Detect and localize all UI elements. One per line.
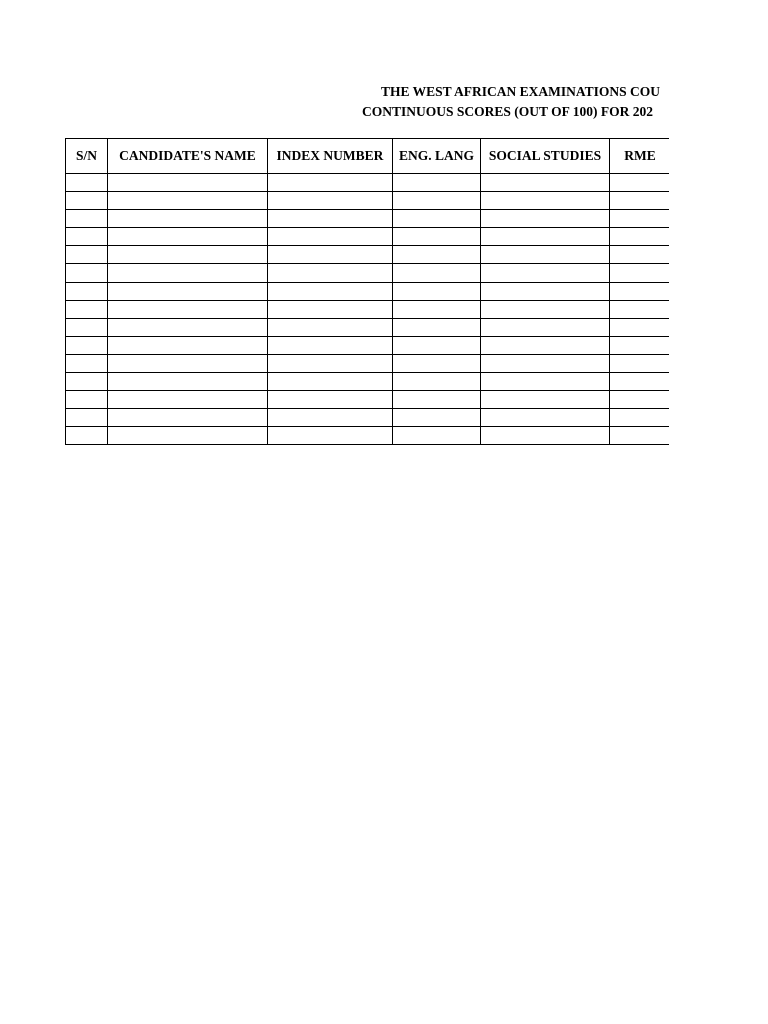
scores-table — [65, 138, 669, 445]
cell-index-number — [268, 354, 393, 372]
cell-sn — [66, 427, 108, 445]
cell-index-number — [268, 318, 393, 336]
cell-eng-lang — [393, 282, 481, 300]
cell-candidate-name — [108, 409, 268, 427]
table-row — [66, 409, 670, 427]
cell-index-number — [268, 373, 393, 391]
cell-index-number — [268, 174, 393, 192]
table-row — [66, 264, 670, 282]
cell-candidate-name — [108, 192, 268, 210]
table-row — [66, 228, 670, 246]
cell-rme — [610, 427, 670, 445]
cell-sn — [66, 336, 108, 354]
document-title: THE WEST AFRICAN EXAMINATIONS COU — [381, 84, 661, 99]
cell-social-studies — [481, 373, 610, 391]
cell-index-number — [268, 427, 393, 445]
cell-eng-lang — [393, 174, 481, 192]
cell-sn — [66, 373, 108, 391]
cell-index-number — [268, 282, 393, 300]
cell-rme — [610, 228, 670, 246]
table-row — [66, 174, 670, 192]
cell-rme — [610, 391, 670, 409]
cell-sn — [66, 282, 108, 300]
cell-candidate-name — [108, 373, 268, 391]
cell-eng-lang — [393, 318, 481, 336]
cell-social-studies — [481, 228, 610, 246]
cell-social-studies — [481, 282, 610, 300]
cell-rme — [610, 300, 670, 318]
cell-social-studies — [481, 174, 610, 192]
cell-sn — [66, 354, 108, 372]
cell-sn — [66, 228, 108, 246]
cell-index-number — [268, 192, 393, 210]
cell-rme — [610, 246, 670, 264]
cell-eng-lang — [393, 391, 481, 409]
column-header-index-number: INDEX NUMBER — [268, 139, 393, 174]
table-row — [66, 246, 670, 264]
cell-sn — [66, 246, 108, 264]
table-row — [66, 373, 670, 391]
cell-index-number — [268, 210, 393, 228]
cell-eng-lang — [393, 300, 481, 318]
cell-eng-lang — [393, 210, 481, 228]
cell-sn — [66, 391, 108, 409]
cell-rme — [610, 354, 670, 372]
cell-rme — [610, 282, 670, 300]
cell-candidate-name — [108, 264, 268, 282]
cell-index-number — [268, 246, 393, 264]
cell-eng-lang — [393, 264, 481, 282]
table-row — [66, 192, 670, 210]
table-header-row — [66, 139, 670, 174]
column-header-sn: S/N — [66, 139, 108, 174]
cell-sn — [66, 300, 108, 318]
cell-index-number — [268, 228, 393, 246]
cell-candidate-name — [108, 282, 268, 300]
table-row — [66, 300, 670, 318]
column-header-rme: RME — [610, 139, 670, 174]
cell-index-number — [268, 336, 393, 354]
cell-rme — [610, 373, 670, 391]
cell-social-studies — [481, 318, 610, 336]
table-row — [66, 318, 670, 336]
cell-candidate-name — [108, 300, 268, 318]
cell-rme — [610, 210, 670, 228]
cell-index-number — [268, 300, 393, 318]
cell-index-number — [268, 409, 393, 427]
cell-rme — [610, 336, 670, 354]
cell-candidate-name — [108, 174, 268, 192]
cell-social-studies — [481, 210, 610, 228]
cell-candidate-name — [108, 391, 268, 409]
cell-candidate-name — [108, 318, 268, 336]
table-row — [66, 354, 670, 372]
column-header-eng-lang: ENG. LANG — [393, 139, 481, 174]
cell-eng-lang — [393, 354, 481, 372]
cell-candidate-name — [108, 427, 268, 445]
cell-candidate-name — [108, 354, 268, 372]
table-row — [66, 210, 670, 228]
cell-social-studies — [481, 354, 610, 372]
cell-candidate-name — [108, 336, 268, 354]
cell-candidate-name — [108, 210, 268, 228]
cell-eng-lang — [393, 192, 481, 210]
cell-eng-lang — [393, 373, 481, 391]
cell-eng-lang — [393, 336, 481, 354]
cell-index-number — [268, 264, 393, 282]
table-row — [66, 391, 670, 409]
cell-social-studies — [481, 391, 610, 409]
column-header-candidate-name: CANDIDATE'S NAME — [108, 139, 268, 174]
cell-social-studies — [481, 427, 610, 445]
cell-eng-lang — [393, 228, 481, 246]
cell-rme — [610, 192, 670, 210]
cell-eng-lang — [393, 427, 481, 445]
cell-social-studies — [481, 246, 610, 264]
table-row — [66, 282, 670, 300]
cell-sn — [66, 174, 108, 192]
cell-candidate-name — [108, 228, 268, 246]
cell-social-studies — [481, 409, 610, 427]
cell-social-studies — [481, 336, 610, 354]
document-subtitle: CONTINUOUS SCORES (OUT OF 100) FOR 202 — [362, 104, 654, 119]
cell-rme — [610, 318, 670, 336]
cell-sn — [66, 192, 108, 210]
cell-index-number — [268, 391, 393, 409]
column-header-social-studies: SOCIAL STUDIES — [481, 139, 610, 174]
cell-eng-lang — [393, 246, 481, 264]
table-row — [66, 336, 670, 354]
cell-rme — [610, 264, 670, 282]
table-body — [66, 174, 670, 445]
cell-sn — [66, 210, 108, 228]
cell-candidate-name — [108, 246, 268, 264]
cell-sn — [66, 264, 108, 282]
table-row — [66, 427, 670, 445]
cell-rme — [610, 174, 670, 192]
cell-sn — [66, 409, 108, 427]
cell-social-studies — [481, 192, 610, 210]
cell-rme — [610, 409, 670, 427]
cell-sn — [66, 318, 108, 336]
cell-social-studies — [481, 264, 610, 282]
cell-social-studies — [481, 300, 610, 318]
cell-eng-lang — [393, 409, 481, 427]
